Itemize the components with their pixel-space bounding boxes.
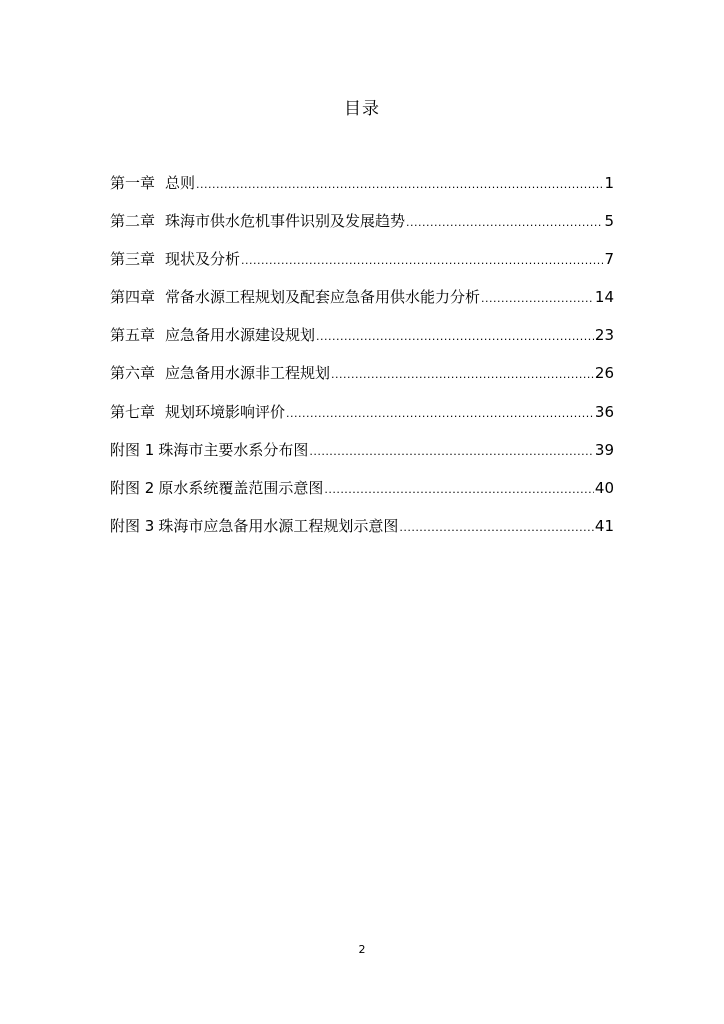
toc-entry-page: 26 <box>594 364 614 383</box>
toc-entry-label: 附图 3 <box>110 516 155 535</box>
toc-entry[interactable] <box>110 245 614 283</box>
toc-entry-page: 23 <box>594 326 614 345</box>
toc-leader-dots <box>324 476 594 504</box>
toc-entry-page: 40 <box>594 478 614 497</box>
toc-entry-title: 常备水源工程规划及配套应急备用供水能力分析 <box>165 288 481 307</box>
toc-entry[interactable] <box>110 359 614 397</box>
toc-entry[interactable] <box>110 283 614 321</box>
toc-leader-dots <box>316 323 594 351</box>
toc-entry-label: 第二章 <box>110 212 156 231</box>
toc-entry-text <box>110 169 195 197</box>
toc-entry-label: 第三章 <box>110 250 156 269</box>
toc-entry[interactable] <box>110 169 614 207</box>
toc-leader-dots <box>331 361 594 389</box>
toc-entry-label: 附图 2 <box>110 478 155 497</box>
toc-leader-dots <box>196 171 603 199</box>
toc-entry-title: 珠海市供水危机事件识别及发展趋势 <box>165 212 406 231</box>
toc-entry-text <box>110 512 398 540</box>
toc-entry-label: 第七章 <box>110 402 156 421</box>
toc-entry-text <box>110 398 285 426</box>
toc-entry-label: 第一章 <box>110 174 156 192</box>
toc-entry-text <box>110 474 323 502</box>
toc-entry-page: 7 <box>604 250 614 269</box>
toc-entry-label: 第六章 <box>110 364 156 383</box>
toc-entry-page: 41 <box>594 516 614 535</box>
toc-entry-text <box>110 283 480 311</box>
toc-entry-text <box>110 436 308 464</box>
toc-entry-page: 39 <box>594 440 614 459</box>
toc-entry-title: 原水系统覆盖范围示意图 <box>158 478 324 497</box>
toc-entry[interactable] <box>110 436 614 474</box>
toc-entry-title: 规划环境影响评价 <box>165 402 286 421</box>
toc-entry-text <box>110 359 330 387</box>
toc-entry[interactable] <box>110 398 614 436</box>
toc-leader-dots <box>406 209 603 237</box>
toc-entry[interactable] <box>110 207 614 245</box>
toc-entry-text <box>110 321 315 349</box>
toc-entry-title: 应急备用水源建设规划 <box>165 326 316 345</box>
toc-entry[interactable] <box>110 321 614 359</box>
toc-leader-dots <box>309 438 594 466</box>
toc-entry[interactable] <box>110 512 614 550</box>
toc-entry-label: 第五章 <box>110 326 156 345</box>
page-number: 2 <box>358 943 366 956</box>
toc-title: 目录 <box>344 99 380 119</box>
table-of-contents <box>110 169 614 550</box>
toc-entry-label: 附图 1 <box>110 440 155 459</box>
toc-entry-text <box>110 207 405 235</box>
toc-leader-dots <box>241 247 603 275</box>
toc-entry-text <box>110 245 240 273</box>
toc-entry-title: 珠海市应急备用水源工程规划示意图 <box>158 516 399 535</box>
toc-entry-title: 现状及分析 <box>165 250 241 269</box>
toc-entry-title: 总则 <box>165 174 196 192</box>
toc-entry-title: 珠海市主要水系分布图 <box>158 440 309 459</box>
toc-leader-dots <box>399 514 594 542</box>
toc-entry-page: 14 <box>594 288 614 307</box>
toc-entry-page: 5 <box>604 212 614 231</box>
toc-entry-label: 第四章 <box>110 288 156 307</box>
toc-entry-page: 36 <box>594 402 614 421</box>
toc-leader-dots <box>286 400 594 428</box>
toc-entry-page: 1 <box>604 174 614 192</box>
toc-entry[interactable] <box>110 474 614 512</box>
toc-leader-dots <box>481 285 594 313</box>
toc-entry-title: 应急备用水源非工程规划 <box>165 364 331 383</box>
